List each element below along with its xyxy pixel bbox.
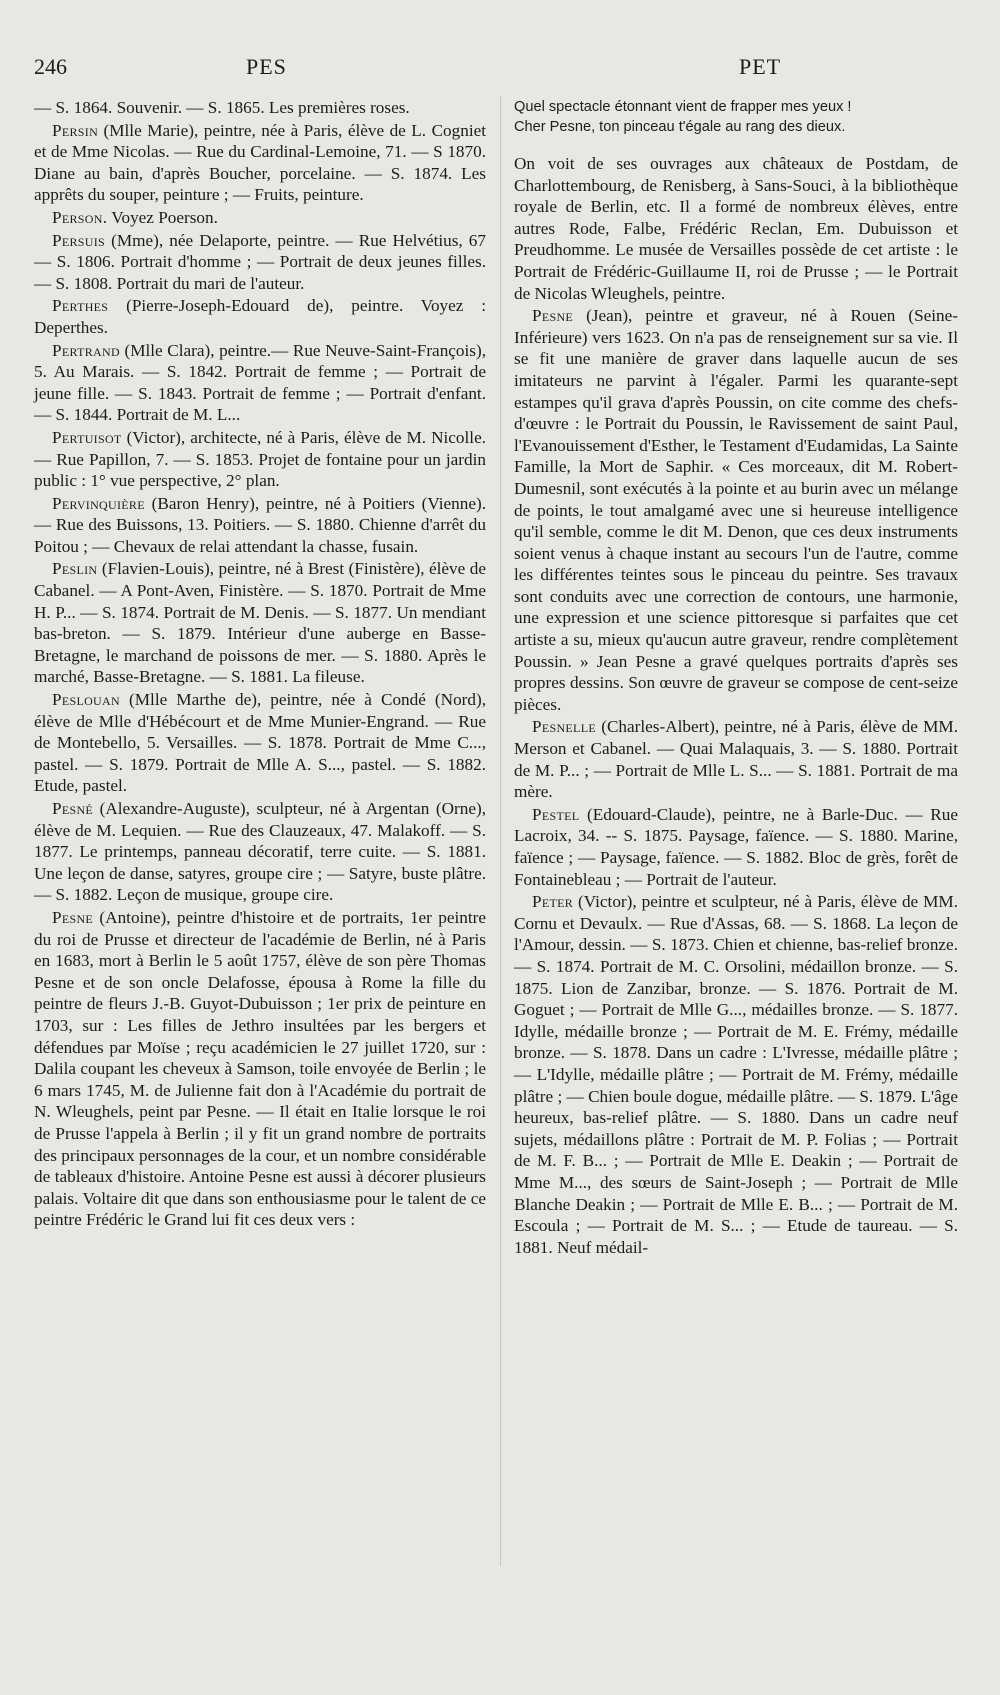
entry-text: (Flavien-Louis), peintre, né à Brest (Finistère), élève de Cabanel. — A Pont-Aven, Finistère. — S. 1870. Portrait de Mme H. P... — S. 1874. Portrait de M. Denis. — S. 1877. Un mendiant bas-breton. — S. 1879. Intérieur d'une auberge en Basse-Bretagne, le marchand de poissons de mer. — S. 1880. Après le marché, Basse-Bretagne. — S. 1881. La fileuse. bbox=[34, 559, 486, 687]
verse-line: Quel spectacle étonnant vient de frapper mes yeux ! bbox=[514, 99, 852, 115]
entry-name: Pertuisot bbox=[52, 427, 122, 447]
entry-text: (Alexandre-Auguste), sculpteur, né à Argentan (Orne), élève de M. Lequien. — Rue des Clauzeaux, 47. Malakoff. — S. 1877. Le printemps, panneau décoratif, terre cuite. — S. 1881. Une leçon de danse, satyres, groupe cire ; — Satyre, buste plâtre. — S. 1882. Leçon de musique, groupe cire. bbox=[34, 799, 486, 905]
entry-name: Person. bbox=[52, 207, 108, 227]
right-running-head: PET bbox=[739, 54, 782, 79]
dictionary-entry bbox=[34, 798, 486, 906]
entry-name: Pesné bbox=[52, 799, 94, 818]
column-divider bbox=[500, 96, 501, 1566]
dictionary-entry bbox=[514, 153, 958, 304]
dictionary-entry bbox=[34, 295, 486, 338]
entry-text: (Mlle Clara), peintre.— Rue Neuve-Saint-François), 5. Au Marais. — S. 1842. Portrait de femme ; — Portrait de jeune fille. — S. 1843. Portrait de femme ; — Portrait d'enfant. — S. 1844. Portrait de M. L... bbox=[34, 340, 486, 425]
left-running-head: PES bbox=[246, 54, 287, 79]
entry-name: Pertrand bbox=[52, 340, 120, 360]
entry-text: (Jean), peintre et graveur, né à Rouen (Seine-Inférieure) vers 1623. On n'a pas de renseignement sur sa vie. Il se fit une manière de graver dans laquelle aucun de ses imitateurs ne parvint à l'égaler. Parmi les quarante-sept estampes qu'il grava d'après Poussin, on cite comme des chefs-d'œuvre : le Portrait du Poussin, le Ravissement de saint Paul, l'Evanouissement d'Esther, le Testament d'Eudamidas, La Sainte Famille, la Mort de Saphir. « Ces morceaux, dit M. Robert-Dumesnil, sont exécutés à la pointe et au burin avec un mélange de points, le tout amalgamé avec une si heureuse intelligence qu'il semble, comme le dit M. Denon, que ces deux instruments soient venus à chaque instant au secours l'un de l'autre, comme les différentes teintes sous le pinceau du peintre. Ses travaux sont conduits avec une correction de contours, une harmonie, une expression et une science pittoresque si parfaites que cet artiste a su, mieux qu'aucun autre graveur, rendre complètement Poussin. » Jean Pesne a gravé quelques portraits d'après ses propres dessins. Son œuvre de graveur se compose de cent-seize pièces. bbox=[514, 306, 958, 714]
entry-name: Pesnelle bbox=[532, 717, 596, 737]
dictionary-entry bbox=[34, 230, 486, 295]
dictionary-entry bbox=[34, 907, 486, 1231]
left-column bbox=[34, 97, 486, 1232]
dictionary-entry bbox=[34, 427, 486, 492]
dictionary-entry bbox=[34, 207, 486, 229]
entry-text: (Edouard-Claude), peintre, ne à Barle-Duc. — Rue Lacroix, 34. -- S. 1875. Paysage, faïence. — S. 1880. Marine, faïence ; — Paysage, faïence. — S. 1882. Bloc de grès, forêt de Fontainebleau ; — Portrait de l'auteur. bbox=[514, 804, 958, 889]
entry-text: Voyez Poerson. bbox=[107, 207, 218, 227]
entry-text: (Pierre-Joseph-Edouard de), peintre. Voyez : Deperthes. bbox=[34, 296, 486, 337]
entry-text: (Charles-Albert), peintre, né à Paris, élève de MM. Merson et Cabanel. — Quai Malaquais, 3. — S. 1880. Portrait de M. P... ; — Portrait de Mlle L. S... — S. 1881. Portrait de ma mère. bbox=[514, 717, 958, 802]
verse-line: Cher Pesne, ton pinceau t'égale au rang des dieux. bbox=[514, 119, 846, 135]
right-entries bbox=[514, 153, 958, 1258]
dictionary-entry bbox=[34, 340, 486, 426]
entry-name: Pesne bbox=[52, 907, 94, 927]
entry-text: — S. 1864. Souvenir. — S. 1865. Les premières roses. bbox=[34, 98, 410, 117]
dictionary-entry bbox=[34, 493, 486, 558]
entry-text: (Baron Henry), peintre, né à Poitiers (Vienne). — Rue des Buissons, 13. Poitiers. — S. 1880. Chienne d'arrêt du Poitou ; — Chevaux de relai attendant la chasse, fusain. bbox=[34, 493, 486, 556]
entry-name: Peter bbox=[532, 892, 574, 912]
page-number: 246 bbox=[34, 54, 67, 79]
dictionary-entry bbox=[514, 305, 958, 715]
entry-name: Perthes bbox=[52, 296, 109, 316]
right-column bbox=[514, 97, 958, 1259]
entry-name: Peslin bbox=[52, 559, 98, 579]
dictionary-entry bbox=[514, 804, 958, 890]
dictionary-entry bbox=[34, 97, 486, 119]
verse-quote bbox=[514, 97, 958, 137]
dictionary-entry bbox=[514, 891, 958, 1258]
entry-text: (Mlle Marthe de), peintre, née à Condé (Nord), élève de Mlle d'Hébécourt et de Mme Munier-Engrand. — Rue de Montebello, 5. Versailles. — S. 1878. Portrait de Mme C..., pastel. — S. 1879. Portrait de Mlle A. S..., pastel. — S. 1882. Etude, pastel. bbox=[34, 690, 486, 796]
page-header bbox=[34, 48, 954, 88]
entry-text: (Victor), peintre et sculpteur, né à Paris, élève de MM. Cornu et Devaulx. — Rue d'Assas, 68. — S. 1868. La leçon de l'Amour, dessin. — S. 1873. Chien et chienne, bas-relief bronze. — S. 1874. Portrait de M. C. Orsolini, médaillon bronze. — S. 1875. Lion de Zanzibar, bronze. — S. 1876. Portrait de M. Goguet ; — Portrait de Mlle G..., médailles bronze. — S. 1877. Idylle, médaille bronze ; — Portrait de M. E. Frémy, médaille bronze. — S. 1878. Dans un cadre : L'Ivresse, médaille plâtre ; — L'Idylle, médaille plâtre ; — Portrait de M. Frémy, médaille plâtre ; — Chien boule dogue, médaille plâtre. — S. 1879. L'âge heureux, bas-relief plâtre. — S. 1880. Dans un cadre neuf sujets, médaillons plâtre : Portrait de M. P. Folias ; — Portrait de M. F. B... ; — Portrait de Mlle E. Deakin ; — Portrait de Mme M..., des sœurs de Saint-Joseph ; — Portrait de Mlle Blanche Deakin ; — Portrait de Mlle E. B... ; — Portrait de M. Escoula ; — Portrait de M. S... ; — Etude de taureau. — S. 1881. Neuf médail- bbox=[514, 892, 958, 1257]
entry-name: Pervinquière bbox=[52, 493, 145, 513]
entry-text: (Mlle Marie), peintre, née à Paris, élève de L. Cogniet et de Mme Nicolas. — Rue du Cardinal-Lemoine, 71. — S 1870. Diane au bain, d'après Boucher, porcelaine. — S. 1874. Les apprêts du souper, peinture ; — Fruits, peinture. bbox=[34, 120, 486, 205]
entry-text: On voit de ses ouvrages aux châteaux de Postdam, de Charlottembourg, de Renisberg, à Sans-Souci, à la bibliothèque royale de Berlin, etc. Il a formé de nombreux élèves, entre autres Rode, Falbe, Frédéric Reclan, Em. Dubuisson et Preudhomme. Le musée de Versailles possède de cet artiste : le Portrait de Frédéric-Guillaume II, roi de Prusse ; — le Portrait de Nicolas Wleughels, peintre. bbox=[514, 154, 958, 303]
entry-name: Persuis bbox=[52, 230, 106, 250]
entry-text: (Victor), architecte, né à Paris, élève de M. Nicolle. — Rue Papillon, 7. — S. 1853. Projet de fontaine pour un jardin public : 1° vue perspective, 2° plan. bbox=[34, 427, 486, 491]
entry-name: Persin bbox=[52, 120, 99, 140]
dictionary-entry bbox=[34, 558, 486, 688]
entry-text: (Antoine), peintre d'histoire et de portraits, 1er peintre du roi de Prusse et directeur de l'académie de Berlin, né à Paris en 1683, mort à Berlin le 5 août 1757, élève de son père Thomas Pesne et de son oncle Delafosse, épousa à Rome la fille du peintre de fleurs J.-B. Guyot-Dubuisson ; 1er prix de peinture en 1703, sur : Les filles de Jethro insultées par les bergers et défendues par Moïse ; reçu académicien le 27 juillet 1720, sur : Dalila coupant les cheveux à Samson, toile envoyée de Berlin ; le 6 mars 1745, M. de Julienne fait don à l'Académie du portrait de N. Wleughels, peint par Pesne. — Il était en Italie lorsque le roi de Prusse l'appela à Berlin ; il y fit un grand nombre de portraits des principaux personnages de la cour, et un nombre considérable de tableaux d'histoire. Antoine Pesne est aussi à décorer plusieurs palais. Voltaire dit que dans son enthousiasme pour le talent de ce peintre Frédéric le Grand lui fit ces deux vers : bbox=[34, 907, 486, 1230]
entry-name: Pestel bbox=[532, 804, 580, 824]
dictionary-entry bbox=[34, 120, 486, 206]
dictionary-entry bbox=[514, 716, 958, 802]
dictionary-entry bbox=[34, 689, 486, 797]
entry-name: Peslouan bbox=[52, 690, 120, 710]
entry-name: Pesne bbox=[532, 306, 574, 326]
entry-text: (Mme), née Delaporte, peintre. — Rue Helvétius, 67 — S. 1806. Portrait d'homme ; — Portrait de deux jeunes filles. — S. 1808. Portrait du mari de l'auteur. bbox=[34, 230, 486, 293]
